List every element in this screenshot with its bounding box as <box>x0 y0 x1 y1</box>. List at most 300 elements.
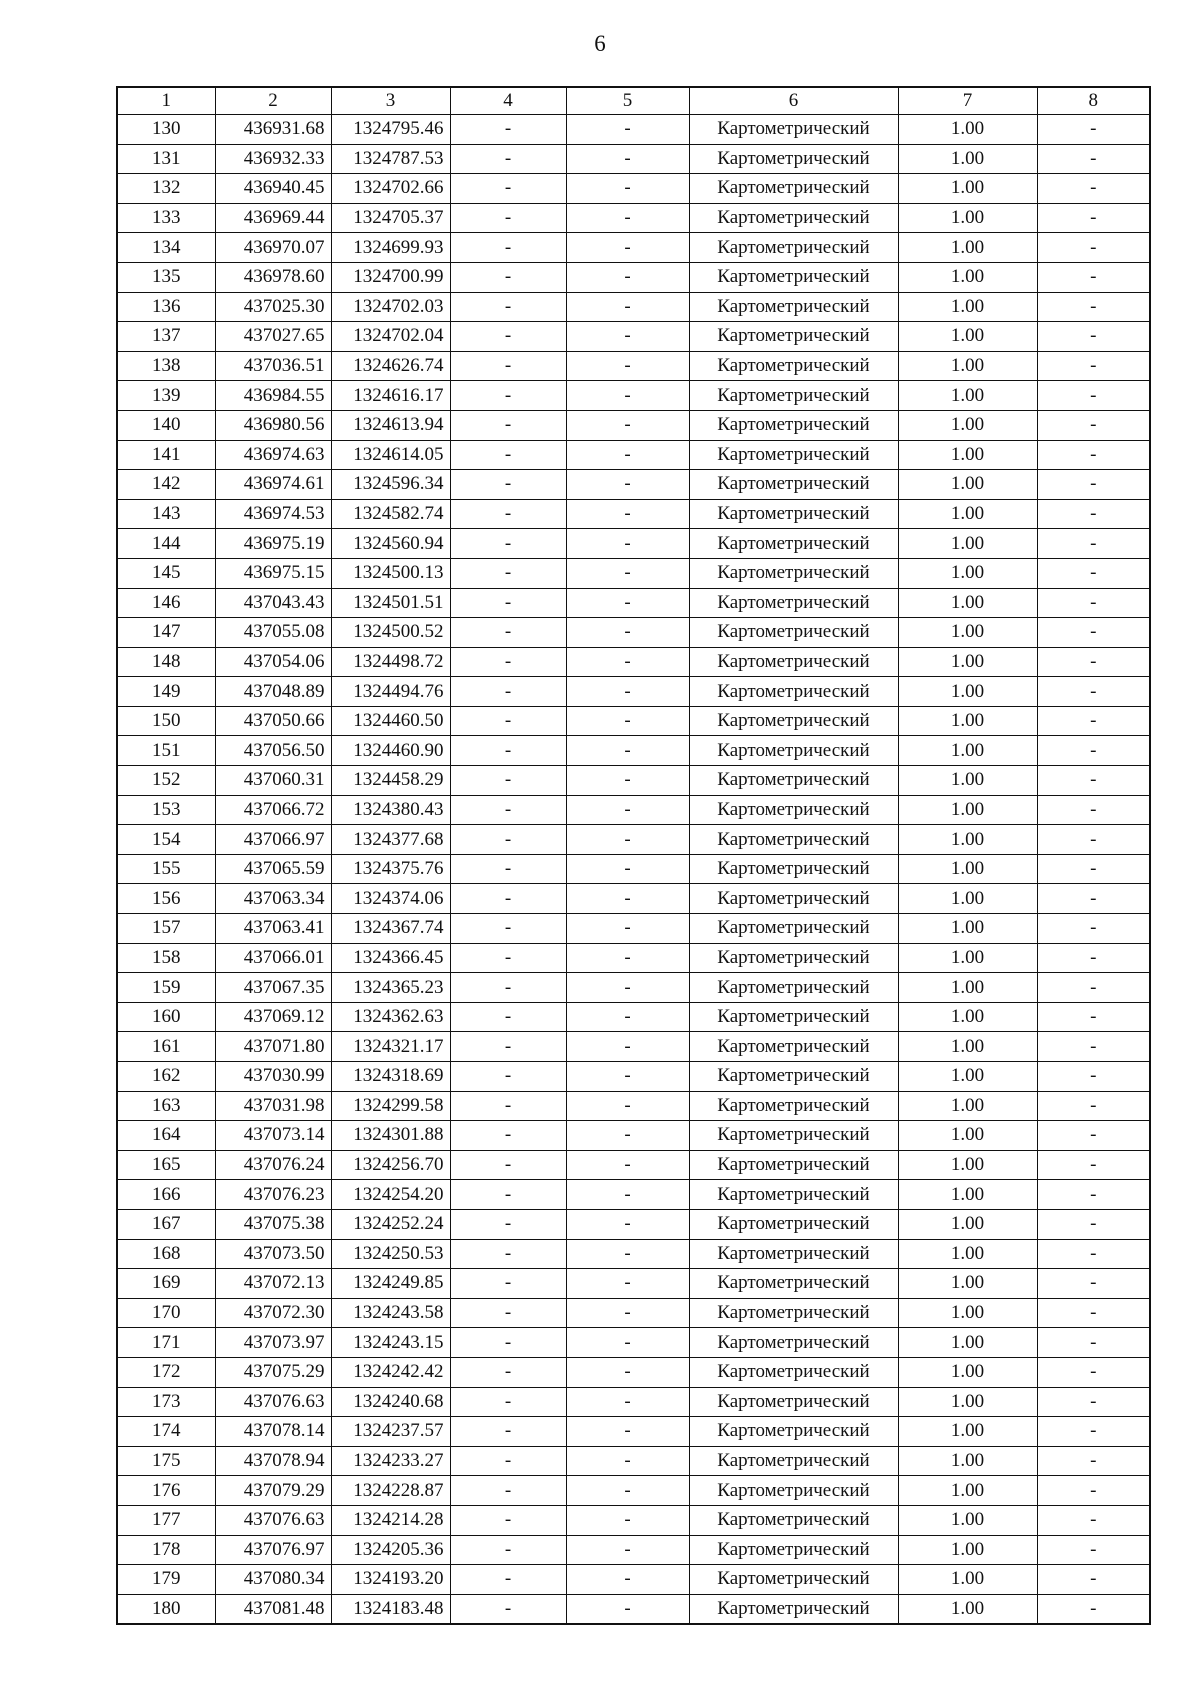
col4-cell: - <box>450 1150 566 1180</box>
col8-cell: - <box>1037 647 1150 677</box>
col4-cell: - <box>450 1180 566 1210</box>
method-cell: Картометрический <box>689 470 898 500</box>
col4-cell: - <box>450 410 566 440</box>
col4-cell: - <box>450 1062 566 1092</box>
y-coordinate-cell: 1324699.93 <box>331 233 450 263</box>
y-coordinate-cell: 1324458.29 <box>331 766 450 796</box>
y-coordinate-cell: 1324243.15 <box>331 1328 450 1358</box>
col4-cell: - <box>450 677 566 707</box>
y-coordinate-cell: 1324460.50 <box>331 706 450 736</box>
x-coordinate-cell: 437076.23 <box>215 1180 331 1210</box>
point-number-cell: 158 <box>117 943 215 973</box>
table-row <box>117 529 1150 559</box>
col4-cell: - <box>450 973 566 1003</box>
method-cell: Картометрический <box>689 499 898 529</box>
accuracy-cell: 1.00 <box>898 529 1037 559</box>
col5-cell: - <box>566 1002 689 1032</box>
accuracy-cell: 1.00 <box>898 766 1037 796</box>
header-row <box>117 87 1150 115</box>
table-row <box>117 203 1150 233</box>
point-number-cell: 162 <box>117 1062 215 1092</box>
table-row <box>117 1002 1150 1032</box>
table-row <box>117 1476 1150 1506</box>
method-cell: Картометрический <box>689 854 898 884</box>
col5-cell: - <box>566 1091 689 1121</box>
method-cell: Картометрический <box>689 292 898 322</box>
col8-cell: - <box>1037 1565 1150 1595</box>
col5-cell: - <box>566 351 689 381</box>
page-number: 6 <box>594 31 606 56</box>
x-coordinate-cell: 437079.29 <box>215 1476 331 1506</box>
table-row <box>117 470 1150 500</box>
table-row <box>117 1387 1150 1417</box>
accuracy-cell: 1.00 <box>898 825 1037 855</box>
table-row <box>117 618 1150 648</box>
table-row <box>117 766 1150 796</box>
point-number-cell: 164 <box>117 1121 215 1151</box>
col8-cell: - <box>1037 262 1150 292</box>
col4-cell: - <box>450 1535 566 1565</box>
col8-cell: - <box>1037 1032 1150 1062</box>
accuracy-cell: 1.00 <box>898 943 1037 973</box>
accuracy-cell: 1.00 <box>898 262 1037 292</box>
col4-cell: - <box>450 914 566 944</box>
point-number-cell: 167 <box>117 1209 215 1239</box>
y-coordinate-cell: 1324377.68 <box>331 825 450 855</box>
point-number-cell: 132 <box>117 174 215 204</box>
point-number-cell: 147 <box>117 618 215 648</box>
x-coordinate-cell: 436978.60 <box>215 262 331 292</box>
col5-cell: - <box>566 588 689 618</box>
accuracy-cell: 1.00 <box>898 233 1037 263</box>
point-number-cell: 133 <box>117 203 215 233</box>
y-coordinate-cell: 1324214.28 <box>331 1505 450 1535</box>
method-cell: Картометрический <box>689 1062 898 1092</box>
col4-cell: - <box>450 766 566 796</box>
x-coordinate-cell: 437066.97 <box>215 825 331 855</box>
col8-cell: - <box>1037 1505 1150 1535</box>
method-cell: Картометрический <box>689 1535 898 1565</box>
col8-cell: - <box>1037 766 1150 796</box>
table-row <box>117 322 1150 352</box>
x-coordinate-cell: 437043.43 <box>215 588 331 618</box>
col4-cell: - <box>450 470 566 500</box>
method-cell: Картометрический <box>689 884 898 914</box>
table-row <box>117 1535 1150 1565</box>
y-coordinate-cell: 1324237.57 <box>331 1417 450 1447</box>
col4-cell: - <box>450 1565 566 1595</box>
col8-cell: - <box>1037 1062 1150 1092</box>
point-number-cell: 142 <box>117 470 215 500</box>
method-cell: Картометрический <box>689 1032 898 1062</box>
accuracy-cell: 1.00 <box>898 440 1037 470</box>
method-cell: Картометрический <box>689 351 898 381</box>
x-coordinate-cell: 437031.98 <box>215 1091 331 1121</box>
y-coordinate-cell: 1324193.20 <box>331 1565 450 1595</box>
x-coordinate-cell: 437075.29 <box>215 1357 331 1387</box>
method-cell: Картометрический <box>689 1328 898 1358</box>
col5-cell: - <box>566 440 689 470</box>
y-coordinate-cell: 1324498.72 <box>331 647 450 677</box>
col4-cell: - <box>450 262 566 292</box>
accuracy-cell: 1.00 <box>898 115 1037 145</box>
col5-cell: - <box>566 795 689 825</box>
col8-cell: - <box>1037 1387 1150 1417</box>
col4-cell: - <box>450 1594 566 1624</box>
col5-cell: - <box>566 1387 689 1417</box>
col5-cell: - <box>566 262 689 292</box>
accuracy-cell: 1.00 <box>898 470 1037 500</box>
x-coordinate-cell: 437075.38 <box>215 1209 331 1239</box>
y-coordinate-cell: 1324318.69 <box>331 1062 450 1092</box>
x-coordinate-cell: 437065.59 <box>215 854 331 884</box>
point-number-cell: 135 <box>117 262 215 292</box>
accuracy-cell: 1.00 <box>898 203 1037 233</box>
accuracy-cell: 1.00 <box>898 1446 1037 1476</box>
y-coordinate-cell: 1324374.06 <box>331 884 450 914</box>
point-number-cell: 175 <box>117 1446 215 1476</box>
col5-cell: - <box>566 499 689 529</box>
accuracy-cell: 1.00 <box>898 973 1037 1003</box>
method-cell: Картометрический <box>689 174 898 204</box>
x-coordinate-cell: 437073.14 <box>215 1121 331 1151</box>
column-header-5: 5 <box>566 87 689 115</box>
accuracy-cell: 1.00 <box>898 677 1037 707</box>
column-header-7: 7 <box>898 87 1037 115</box>
col8-cell: - <box>1037 1298 1150 1328</box>
col8-cell: - <box>1037 825 1150 855</box>
y-coordinate-cell: 1324787.53 <box>331 144 450 174</box>
x-coordinate-cell: 437060.31 <box>215 766 331 796</box>
col5-cell: - <box>566 410 689 440</box>
accuracy-cell: 1.00 <box>898 795 1037 825</box>
col5-cell: - <box>566 322 689 352</box>
method-cell: Картометрический <box>689 115 898 145</box>
col5-cell: - <box>566 736 689 766</box>
col8-cell: - <box>1037 618 1150 648</box>
col8-cell: - <box>1037 1417 1150 1447</box>
x-coordinate-cell: 436974.61 <box>215 470 331 500</box>
col4-cell: - <box>450 292 566 322</box>
column-header-1: 1 <box>117 87 215 115</box>
point-number-cell: 139 <box>117 381 215 411</box>
point-number-cell: 154 <box>117 825 215 855</box>
col4-cell: - <box>450 440 566 470</box>
point-number-cell: 131 <box>117 144 215 174</box>
point-number-cell: 134 <box>117 233 215 263</box>
col4-cell: - <box>450 1476 566 1506</box>
y-coordinate-cell: 1324299.58 <box>331 1091 450 1121</box>
point-number-cell: 174 <box>117 1417 215 1447</box>
accuracy-cell: 1.00 <box>898 914 1037 944</box>
accuracy-cell: 1.00 <box>898 292 1037 322</box>
point-number-cell: 143 <box>117 499 215 529</box>
table-row <box>117 115 1150 145</box>
y-coordinate-cell: 1324205.36 <box>331 1535 450 1565</box>
col4-cell: - <box>450 588 566 618</box>
x-coordinate-cell: 436932.33 <box>215 144 331 174</box>
column-header-6: 6 <box>689 87 898 115</box>
point-number-cell: 145 <box>117 558 215 588</box>
col8-cell: - <box>1037 144 1150 174</box>
y-coordinate-cell: 1324702.03 <box>331 292 450 322</box>
table-row <box>117 1062 1150 1092</box>
point-number-cell: 173 <box>117 1387 215 1417</box>
y-coordinate-cell: 1324228.87 <box>331 1476 450 1506</box>
accuracy-cell: 1.00 <box>898 410 1037 440</box>
accuracy-cell: 1.00 <box>898 1209 1037 1239</box>
col5-cell: - <box>566 1417 689 1447</box>
table-row <box>117 1209 1150 1239</box>
point-number-cell: 171 <box>117 1328 215 1358</box>
col5-cell: - <box>566 618 689 648</box>
table-row <box>117 144 1150 174</box>
table-row <box>117 1121 1150 1151</box>
y-coordinate-cell: 1324626.74 <box>331 351 450 381</box>
table-row <box>117 1328 1150 1358</box>
y-coordinate-cell: 1324702.66 <box>331 174 450 204</box>
y-coordinate-cell: 1324795.46 <box>331 115 450 145</box>
x-coordinate-cell: 437048.89 <box>215 677 331 707</box>
accuracy-cell: 1.00 <box>898 884 1037 914</box>
col5-cell: - <box>566 766 689 796</box>
col8-cell: - <box>1037 558 1150 588</box>
col4-cell: - <box>450 1505 566 1535</box>
col8-cell: - <box>1037 1150 1150 1180</box>
accuracy-cell: 1.00 <box>898 1505 1037 1535</box>
col5-cell: - <box>566 825 689 855</box>
accuracy-cell: 1.00 <box>898 1476 1037 1506</box>
col5-cell: - <box>566 1565 689 1595</box>
point-number-cell: 151 <box>117 736 215 766</box>
point-number-cell: 156 <box>117 884 215 914</box>
col8-cell: - <box>1037 1239 1150 1269</box>
table-row <box>117 1239 1150 1269</box>
col5-cell: - <box>566 1062 689 1092</box>
accuracy-cell: 1.00 <box>898 558 1037 588</box>
method-cell: Картометрический <box>689 529 898 559</box>
y-coordinate-cell: 1324183.48 <box>331 1594 450 1624</box>
x-coordinate-cell: 437080.34 <box>215 1565 331 1595</box>
col4-cell: - <box>450 884 566 914</box>
x-coordinate-cell: 437067.35 <box>215 973 331 1003</box>
col5-cell: - <box>566 884 689 914</box>
col5-cell: - <box>566 1505 689 1535</box>
method-cell: Картометрический <box>689 1180 898 1210</box>
method-cell: Картометрический <box>689 1446 898 1476</box>
table-row <box>117 1180 1150 1210</box>
col4-cell: - <box>450 351 566 381</box>
col5-cell: - <box>566 677 689 707</box>
method-cell: Картометрический <box>689 914 898 944</box>
method-cell: Картометрический <box>689 410 898 440</box>
point-number-cell: 155 <box>117 854 215 884</box>
point-number-cell: 130 <box>117 115 215 145</box>
accuracy-cell: 1.00 <box>898 1387 1037 1417</box>
table-row <box>117 262 1150 292</box>
x-coordinate-cell: 437072.30 <box>215 1298 331 1328</box>
col8-cell: - <box>1037 470 1150 500</box>
x-coordinate-cell: 436975.15 <box>215 558 331 588</box>
y-coordinate-cell: 1324702.04 <box>331 322 450 352</box>
y-coordinate-cell: 1324614.05 <box>331 440 450 470</box>
y-coordinate-cell: 1324616.17 <box>331 381 450 411</box>
coordinates-table <box>116 86 1151 1625</box>
x-coordinate-cell: 436931.68 <box>215 115 331 145</box>
col4-cell: - <box>450 1032 566 1062</box>
table-row <box>117 558 1150 588</box>
col8-cell: - <box>1037 440 1150 470</box>
col8-cell: - <box>1037 1180 1150 1210</box>
col8-cell: - <box>1037 1446 1150 1476</box>
accuracy-cell: 1.00 <box>898 1032 1037 1062</box>
method-cell: Картометрический <box>689 1121 898 1151</box>
col8-cell: - <box>1037 677 1150 707</box>
col5-cell: - <box>566 1150 689 1180</box>
table-row <box>117 1269 1150 1299</box>
table-row <box>117 440 1150 470</box>
accuracy-cell: 1.00 <box>898 1328 1037 1358</box>
col4-cell: - <box>450 115 566 145</box>
col8-cell: - <box>1037 973 1150 1003</box>
point-number-cell: 159 <box>117 973 215 1003</box>
table-row <box>117 1565 1150 1595</box>
col4-cell: - <box>450 203 566 233</box>
x-coordinate-cell: 437072.13 <box>215 1269 331 1299</box>
x-coordinate-cell: 436975.19 <box>215 529 331 559</box>
col5-cell: - <box>566 1446 689 1476</box>
table-row <box>117 588 1150 618</box>
point-number-cell: 153 <box>117 795 215 825</box>
x-coordinate-cell: 436974.53 <box>215 499 331 529</box>
col5-cell: - <box>566 1535 689 1565</box>
point-number-cell: 136 <box>117 292 215 322</box>
method-cell: Картометрический <box>689 1239 898 1269</box>
x-coordinate-cell: 437078.94 <box>215 1446 331 1476</box>
x-coordinate-cell: 437055.08 <box>215 618 331 648</box>
y-coordinate-cell: 1324243.58 <box>331 1298 450 1328</box>
col8-cell: - <box>1037 410 1150 440</box>
y-coordinate-cell: 1324362.63 <box>331 1002 450 1032</box>
col8-cell: - <box>1037 529 1150 559</box>
col8-cell: - <box>1037 795 1150 825</box>
table-row <box>117 914 1150 944</box>
method-cell: Картометрический <box>689 973 898 1003</box>
col4-cell: - <box>450 736 566 766</box>
accuracy-cell: 1.00 <box>898 588 1037 618</box>
method-cell: Картометрический <box>689 144 898 174</box>
method-cell: Картометрический <box>689 706 898 736</box>
accuracy-cell: 1.00 <box>898 499 1037 529</box>
point-number-cell: 180 <box>117 1594 215 1624</box>
col5-cell: - <box>566 943 689 973</box>
method-cell: Картометрический <box>689 766 898 796</box>
accuracy-cell: 1.00 <box>898 1150 1037 1180</box>
accuracy-cell: 1.00 <box>898 1180 1037 1210</box>
y-coordinate-cell: 1324367.74 <box>331 914 450 944</box>
column-header-2: 2 <box>215 87 331 115</box>
col5-cell: - <box>566 1180 689 1210</box>
table-row <box>117 884 1150 914</box>
table-row <box>117 706 1150 736</box>
y-coordinate-cell: 1324460.90 <box>331 736 450 766</box>
col8-cell: - <box>1037 884 1150 914</box>
col4-cell: - <box>450 1269 566 1299</box>
col5-cell: - <box>566 1357 689 1387</box>
col4-cell: - <box>450 1387 566 1417</box>
table-row <box>117 233 1150 263</box>
x-coordinate-cell: 437066.72 <box>215 795 331 825</box>
x-coordinate-cell: 437036.51 <box>215 351 331 381</box>
x-coordinate-cell: 437027.65 <box>215 322 331 352</box>
col4-cell: - <box>450 144 566 174</box>
column-header-3: 3 <box>331 87 450 115</box>
y-coordinate-cell: 1324500.13 <box>331 558 450 588</box>
method-cell: Картометрический <box>689 1269 898 1299</box>
point-number-cell: 170 <box>117 1298 215 1328</box>
col4-cell: - <box>450 1446 566 1476</box>
point-number-cell: 169 <box>117 1269 215 1299</box>
accuracy-cell: 1.00 <box>898 174 1037 204</box>
accuracy-cell: 1.00 <box>898 1269 1037 1299</box>
table-row <box>117 351 1150 381</box>
accuracy-cell: 1.00 <box>898 647 1037 677</box>
col5-cell: - <box>566 174 689 204</box>
col4-cell: - <box>450 1239 566 1269</box>
col8-cell: - <box>1037 943 1150 973</box>
accuracy-cell: 1.00 <box>898 1594 1037 1624</box>
col8-cell: - <box>1037 322 1150 352</box>
accuracy-cell: 1.00 <box>898 1298 1037 1328</box>
col4-cell: - <box>450 706 566 736</box>
method-cell: Картометрический <box>689 322 898 352</box>
table-row <box>117 1357 1150 1387</box>
point-number-cell: 157 <box>117 914 215 944</box>
x-coordinate-cell: 437069.12 <box>215 1002 331 1032</box>
col5-cell: - <box>566 470 689 500</box>
table-row <box>117 943 1150 973</box>
table-row <box>117 292 1150 322</box>
col8-cell: - <box>1037 115 1150 145</box>
point-number-cell: 141 <box>117 440 215 470</box>
point-number-cell: 178 <box>117 1535 215 1565</box>
y-coordinate-cell: 1324249.85 <box>331 1269 450 1299</box>
point-number-cell: 161 <box>117 1032 215 1062</box>
col8-cell: - <box>1037 736 1150 766</box>
point-number-cell: 150 <box>117 706 215 736</box>
method-cell: Картометрический <box>689 558 898 588</box>
col8-cell: - <box>1037 351 1150 381</box>
col5-cell: - <box>566 914 689 944</box>
accuracy-cell: 1.00 <box>898 736 1037 766</box>
y-coordinate-cell: 1324700.99 <box>331 262 450 292</box>
method-cell: Картометрический <box>689 677 898 707</box>
method-cell: Картометрический <box>689 1002 898 1032</box>
method-cell: Картометрический <box>689 1298 898 1328</box>
col4-cell: - <box>450 618 566 648</box>
col8-cell: - <box>1037 1269 1150 1299</box>
col5-cell: - <box>566 292 689 322</box>
x-coordinate-cell: 437063.34 <box>215 884 331 914</box>
method-cell: Картометрический <box>689 440 898 470</box>
x-coordinate-cell: 437076.63 <box>215 1387 331 1417</box>
col5-cell: - <box>566 115 689 145</box>
col8-cell: - <box>1037 1091 1150 1121</box>
method-cell: Картометрический <box>689 618 898 648</box>
col5-cell: - <box>566 706 689 736</box>
table-row <box>117 677 1150 707</box>
point-number-cell: 163 <box>117 1091 215 1121</box>
